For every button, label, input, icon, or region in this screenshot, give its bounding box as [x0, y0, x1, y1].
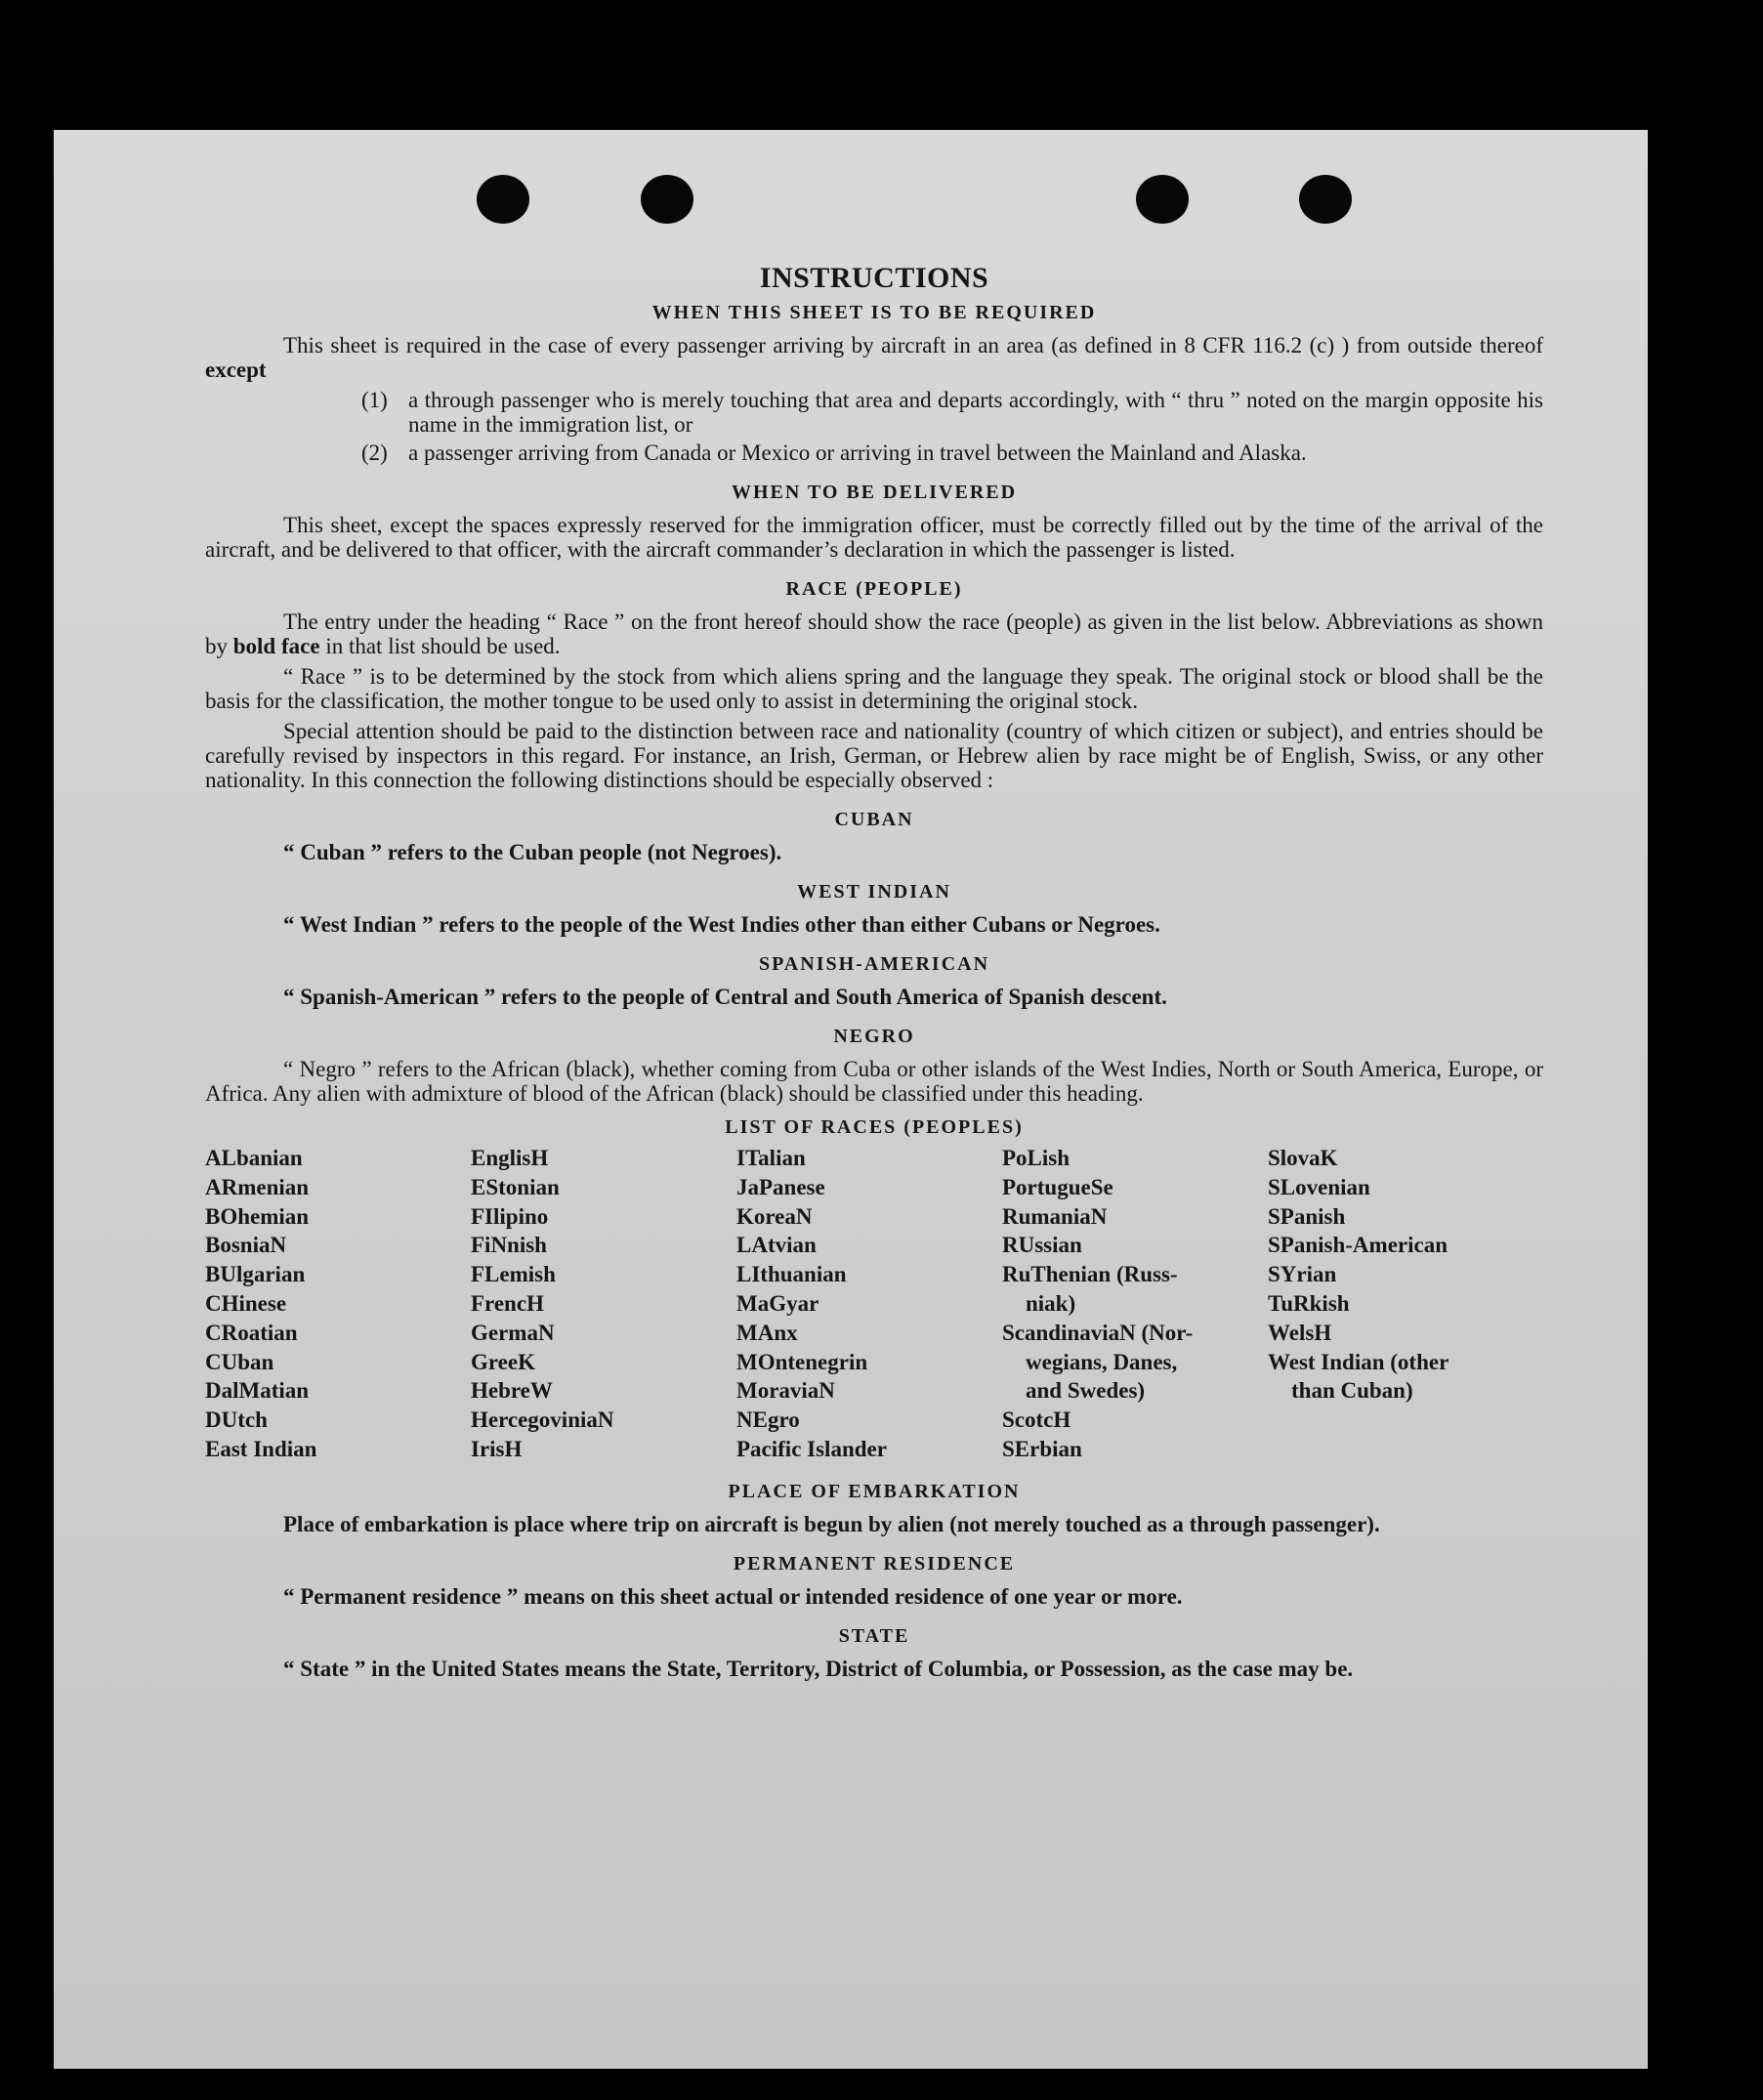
- instructions-content: [205, 262, 1543, 1687]
- race-entry: JaPanese: [736, 1174, 825, 1199]
- west-indian-text: “ West Indian ” refers to the people of the West Indies other than either Cubans or Negroes.: [283, 912, 1160, 937]
- race-entry: DUtch: [205, 1407, 268, 1433]
- race-entry: LAtvian: [736, 1233, 817, 1258]
- race-entry: PortugueSe: [1002, 1174, 1113, 1199]
- section-heading-race: RACE (PEOPLE): [785, 578, 963, 600]
- page-title: INSTRUCTIONS: [759, 262, 989, 294]
- race-entry: MoraviaN: [736, 1378, 835, 1404]
- section-heading-race-list: LIST OF RACES (PEOPLES): [725, 1116, 1024, 1138]
- race-column-5: [1268, 1144, 1543, 1464]
- embarkation-text: Place of embarkation is place where trip on aircraft is begun by alien (not merely touched as a through passenger).: [283, 1511, 1380, 1536]
- section-heading-delivered: WHEN TO BE DELIVERED: [731, 482, 1018, 503]
- section-heading-negro: NEGRO: [833, 1026, 915, 1047]
- race-entry: CRoatian: [205, 1320, 298, 1345]
- race-entry: BUlgarian: [205, 1262, 306, 1287]
- state-text: “ State ” in the United States means the State, Territory, District of Columbia, or Possession, as the case may be.: [283, 1656, 1354, 1681]
- negro-text: “ Negro ” refers to the African (black), whether coming from Cuba or other islands of the West Indies, North or South America, Europe, or Africa. Any alien with admixture of blood of the African (black) should be classified under this heading.: [205, 1057, 1543, 1106]
- race-column-4: [1002, 1144, 1268, 1464]
- section-heading-spanish-american: SPANISH-AMERICAN: [758, 953, 990, 975]
- race-entry: LIthuanian: [736, 1262, 847, 1287]
- exception-item-2: (2) a passenger arriving from Canada or Mexico or arriving in travel between the Mainland and Alaska.: [361, 441, 1307, 465]
- race-entry: ITalian: [736, 1146, 806, 1170]
- race-entry: ALbanian: [205, 1146, 303, 1170]
- race-entry: ARmenian: [205, 1174, 310, 1199]
- race-list-grid: [205, 1144, 1543, 1464]
- race-entry: EStonian: [471, 1174, 560, 1199]
- race-entry-continuation: wegians, Danes,: [1026, 1349, 1178, 1374]
- race-entry: FiNnish: [471, 1233, 547, 1258]
- race-entry-continuation: niak): [1026, 1290, 1076, 1316]
- race-entry: FrencH: [471, 1290, 544, 1316]
- section-heading-embarkation: PLACE OF EMBARKATION: [728, 1480, 1021, 1502]
- race-column-2: [471, 1144, 736, 1464]
- race-entry: MaGyar: [736, 1290, 819, 1316]
- race-entry: FLemish: [471, 1262, 556, 1287]
- race-entry: PoLish: [1002, 1146, 1070, 1170]
- race-entry: Pacific Islander: [736, 1436, 887, 1461]
- race-column-3: [736, 1144, 1002, 1464]
- race-entry: RuThenian (Russ-: [1002, 1262, 1178, 1287]
- race-entry: KoreaN: [736, 1203, 813, 1229]
- race-entry: SYrian: [1268, 1262, 1337, 1287]
- cuban-text: “ Cuban ” refers to the Cuban people (not Negroes).: [283, 840, 782, 864]
- race-entry-continuation: and Swedes): [1026, 1378, 1146, 1404]
- race-entry: TuRkish: [1268, 1290, 1350, 1316]
- punch-hole: [477, 175, 529, 224]
- race-entry: RumaniaN: [1002, 1203, 1108, 1229]
- race-entry: HebreW: [471, 1378, 553, 1404]
- race-entry: ScandinaviaN (Nor-: [1002, 1320, 1194, 1345]
- except-emphasis: except: [205, 357, 267, 382]
- race-entry: SPanish-American: [1268, 1233, 1448, 1258]
- document-sheet: [54, 130, 1648, 2069]
- race-entry: IrisH: [471, 1436, 523, 1461]
- race-entry: SErbian: [1002, 1436, 1082, 1461]
- section-heading-residence: PERMANENT RESIDENCE: [733, 1552, 1016, 1575]
- spanish-american-text: “ Spanish-American ” refers to the people of Central and South America of Spanish descent.: [283, 985, 1167, 1009]
- race-entry: SlovaK: [1268, 1146, 1338, 1170]
- punch-hole: [641, 175, 693, 224]
- race-entry: RUssian: [1002, 1233, 1082, 1258]
- required-intro: This sheet is required in the case of every passenger arriving by aircraft in an area (as defined in 8 CFR 116.2 (c) ) from outside thereof except: [205, 333, 1543, 382]
- race-entry: MOntenegrin: [736, 1349, 868, 1374]
- race-paragraph-3: Special attention should be paid to the distinction between race and nationality (country of which citizen or subject), and entries should be carefully revised by inspectors in this regard. For instance, an Irish, German, or Hebrew alien by race might be of English, Swiss, or any other nationality. In this connection the following distinctions should be especially observed :: [205, 719, 1543, 792]
- race-paragraph-1: The entry under the heading “ Race ” on the front hereof should show the race (people) as given in the list below. Abbreviations as shown by bold face in that list should be used.: [205, 609, 1543, 658]
- race-entry: ScotcH: [1002, 1407, 1071, 1433]
- race-entry: BosniaN: [205, 1233, 287, 1258]
- race-entry: EnglisH: [471, 1146, 549, 1170]
- race-paragraph-2: “ Race ” is to be determined by the stock from which aliens spring and the language they speak. The original stock or blood shall be the basis for the classification, the mother tongue to be used only to assist in determining the original stock.: [205, 664, 1543, 713]
- race-column-1: [205, 1144, 471, 1464]
- race-entry: East Indian: [205, 1436, 317, 1461]
- exception-item-1: (1) a through passenger who is merely touching that area and departs accordingly, with “ thru ” noted on the margin opposite his name in the immigration list, or: [361, 388, 1543, 437]
- residence-text: “ Permanent residence ” means on this sheet actual or intended residence of one year or more.: [283, 1583, 1183, 1609]
- race-entry: FIlipino: [471, 1203, 549, 1229]
- race-entry: SPanish: [1268, 1203, 1346, 1229]
- race-entry-continuation: than Cuban): [1291, 1378, 1413, 1404]
- race-entry: DalMatian: [205, 1378, 310, 1404]
- race-entry: CUban: [205, 1349, 274, 1374]
- race-entry: CHinese: [205, 1290, 287, 1316]
- race-entry: SLovenian: [1268, 1174, 1370, 1199]
- race-entry: WelsH: [1268, 1320, 1332, 1345]
- race-entry: MAnx: [736, 1320, 798, 1345]
- section-heading-required: WHEN THIS SHEET IS TO BE REQUIRED: [651, 302, 1097, 323]
- section-heading-west-indian: WEST INDIAN: [797, 881, 951, 903]
- race-entry: GermaN: [471, 1320, 555, 1345]
- section-heading-state: STATE: [838, 1624, 910, 1647]
- punch-hole: [1136, 175, 1189, 224]
- race-entry: West Indian (other: [1268, 1349, 1449, 1374]
- delivered-text: This sheet, except the spaces expressly reserved for the immigration officer, must be correctly filled out by the time of the arrival of the aircraft, and be delivered to that officer, with the aircraft commander’s declaration in which the passenger is listed.: [205, 513, 1543, 562]
- race-entry: HercegovinіaN: [471, 1407, 614, 1433]
- race-entry: NEgro: [736, 1407, 800, 1433]
- punch-hole: [1299, 175, 1352, 224]
- section-heading-cuban: CUBAN: [834, 809, 914, 830]
- race-entry: BOhemian: [205, 1203, 310, 1229]
- race-entry: GreeK: [471, 1349, 535, 1374]
